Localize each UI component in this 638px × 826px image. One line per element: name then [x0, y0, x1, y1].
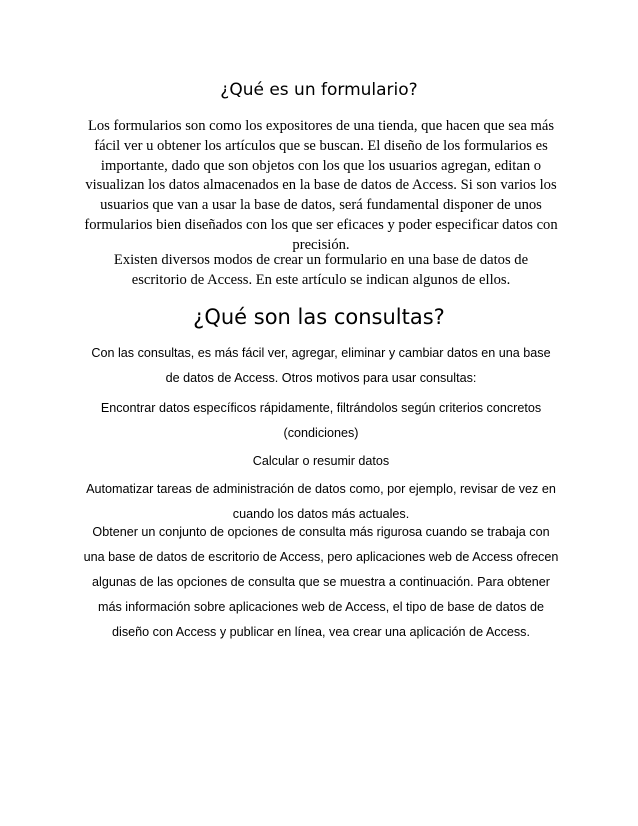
paragraph-modos-crear-formulario: Existen diversos modos de crear un formulario en una base de datos de escritorio de Access. En este artículo se indican algunos de ellos. — [113, 252, 529, 288]
heading-consultas: ¿Qué son las consultas? — [193, 305, 445, 329]
list-item-reason-calcular: Calcular o resumir datos — [252, 454, 390, 468]
list-item-reason-automatizar: Automatizar tareas de administración de datos como, por ejemplo, revisar de vez en cuando los datos más actuales. — [86, 482, 556, 521]
paragraph-formularios-descripcion: Los formularios son como los expositores de una tienda, que hacen que sea más fácil ver u obtener los artículos que se buscan. El diseño de los formularios es importante, dado que son objetos con los que los usuarios agregan, editan o visualizan los datos almacenados en la base de datos de Access. Si son varios los usuarios que van a usar la base de datos, será fundamental disponer de unos formularios bien diseñados con los que ser eficaces y poder especificar datos con precisión. — [84, 118, 558, 253]
list-item-reason-encontrar: Encontrar datos específicos rápidamente, filtrándolos según criterios concretos (condiciones) — [100, 401, 542, 440]
paragraph-consultas-intro: Con las consultas, es más fácil ver, agregar, eliminar y cambiar datos en una base de datos de Access. Otros motivos para usar consultas: — [91, 346, 551, 385]
heading-formulario: ¿Qué es un formulario? — [220, 80, 418, 100]
paragraph-consultas-web: Obtener un conjunto de opciones de consulta más rigurosa cuando se trabaja con una base de datos de escritorio de Access, pero aplicaciones web de Access ofrecen algunas de las opciones de consulta que se muestra a continuación. Para obtener más información sobre aplicaciones web de Access, el tipo de base de datos de diseño con Access y publicar en línea, vea crear una aplicación de Access. — [83, 525, 559, 639]
